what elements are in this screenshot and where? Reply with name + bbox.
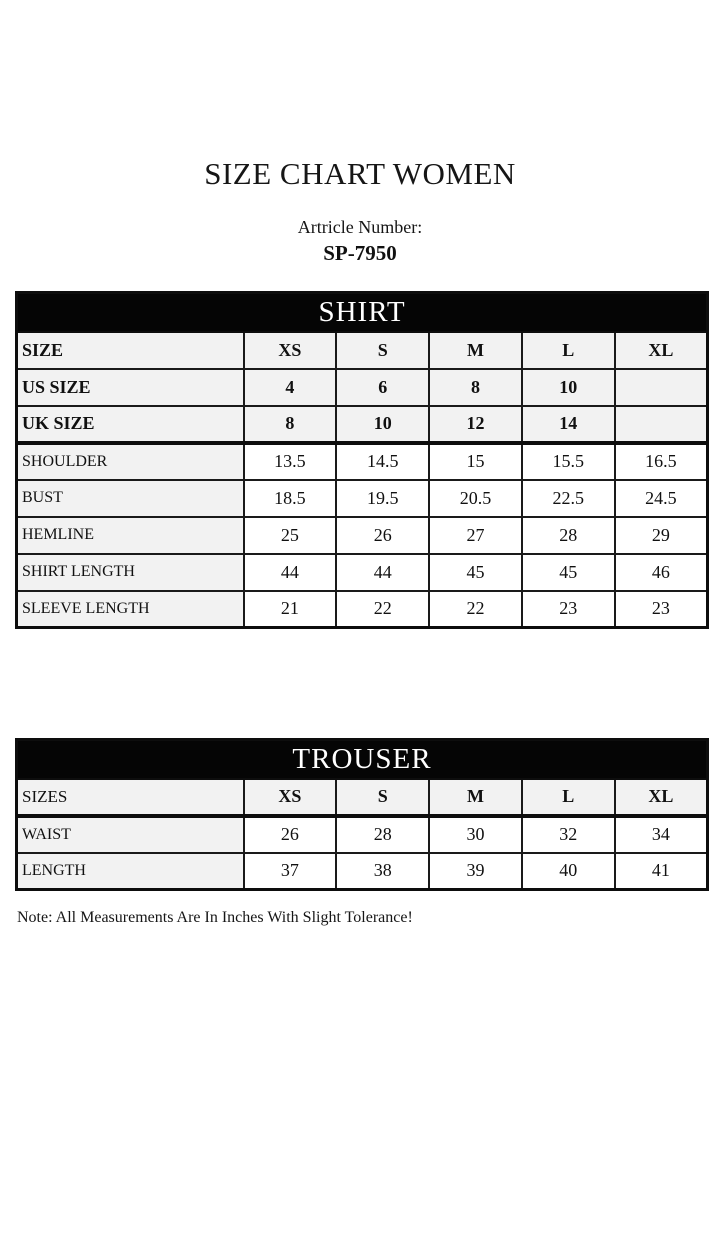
row-label: HEMLINE bbox=[17, 517, 244, 554]
cell: 45 bbox=[429, 554, 522, 591]
table-row-hemline bbox=[17, 517, 708, 554]
cell: 22 bbox=[336, 591, 429, 628]
row-label: UK SIZE bbox=[17, 406, 244, 443]
cell: 45 bbox=[522, 554, 615, 591]
shirt-col-header-xs: XS bbox=[244, 332, 337, 369]
trouser-table bbox=[15, 738, 709, 891]
row-label: SHOULDER bbox=[17, 443, 244, 480]
cell: 28 bbox=[522, 517, 615, 554]
trouser-col-header-xs: XS bbox=[244, 779, 337, 816]
cell: 21 bbox=[244, 591, 337, 628]
cell: 25 bbox=[244, 517, 337, 554]
shirt-table-title-row bbox=[17, 293, 708, 332]
row-label: WAIST bbox=[17, 816, 244, 853]
cell: 34 bbox=[615, 816, 708, 853]
cell: 23 bbox=[615, 591, 708, 628]
note-text: Note: All Measurements Are In Inches With Slight Tolerance! bbox=[17, 909, 413, 926]
cell: 22 bbox=[429, 591, 522, 628]
cell: 10 bbox=[522, 369, 615, 406]
trouser-col-header-xl: XL bbox=[615, 779, 708, 816]
cell: 27 bbox=[429, 517, 522, 554]
trouser-col-header-sizes: SIZES bbox=[17, 779, 244, 816]
cell: 46 bbox=[615, 554, 708, 591]
cell: 8 bbox=[429, 369, 522, 406]
cell: 29 bbox=[615, 517, 708, 554]
size-chart-document bbox=[0, 156, 720, 1236]
trouser-table-title-row bbox=[17, 740, 708, 779]
cell-empty bbox=[615, 406, 708, 443]
cell: 14.5 bbox=[336, 443, 429, 480]
row-label: SLEEVE LENGTH bbox=[17, 591, 244, 628]
shirt-col-header-l: L bbox=[522, 332, 615, 369]
shirt-size-header-row bbox=[17, 332, 708, 369]
trouser-col-header-s: S bbox=[336, 779, 429, 816]
table-row-us-size bbox=[17, 369, 708, 406]
cell: 8 bbox=[244, 406, 337, 443]
cell: 30 bbox=[429, 816, 522, 853]
trouser-table-title: TROUSER bbox=[17, 740, 708, 779]
cell: 26 bbox=[336, 517, 429, 554]
cell: 16.5 bbox=[615, 443, 708, 480]
cell: 23 bbox=[522, 591, 615, 628]
cell: 26 bbox=[244, 816, 337, 853]
cell: 41 bbox=[615, 853, 708, 890]
table-row-sleeve-length bbox=[17, 591, 708, 628]
cell: 22.5 bbox=[522, 480, 615, 517]
article-number: SP-7950 bbox=[323, 241, 397, 265]
cell: 15 bbox=[429, 443, 522, 480]
cell: 13.5 bbox=[244, 443, 337, 480]
cell: 28 bbox=[336, 816, 429, 853]
row-label: SHIRT LENGTH bbox=[17, 554, 244, 591]
cell: 40 bbox=[522, 853, 615, 890]
cell: 39 bbox=[429, 853, 522, 890]
cell: 44 bbox=[336, 554, 429, 591]
cell-empty bbox=[615, 369, 708, 406]
cell: 4 bbox=[244, 369, 337, 406]
table-row-bust bbox=[17, 480, 708, 517]
table-row-shoulder bbox=[17, 443, 708, 480]
shirt-col-header-m: M bbox=[429, 332, 522, 369]
shirt-col-header-s: S bbox=[336, 332, 429, 369]
cell: 44 bbox=[244, 554, 337, 591]
cell: 37 bbox=[244, 853, 337, 890]
cell: 6 bbox=[336, 369, 429, 406]
table-row-length bbox=[17, 853, 708, 890]
table-row-uk-size bbox=[17, 406, 708, 443]
cell: 18.5 bbox=[244, 480, 337, 517]
trouser-col-header-m: M bbox=[429, 779, 522, 816]
cell: 19.5 bbox=[336, 480, 429, 517]
cell: 24.5 bbox=[615, 480, 708, 517]
cell: 32 bbox=[522, 816, 615, 853]
row-label: US SIZE bbox=[17, 369, 244, 406]
article-number-label: Artricle Number: bbox=[297, 217, 423, 237]
cell: 20.5 bbox=[429, 480, 522, 517]
page-title: SIZE CHART WOMEN bbox=[204, 156, 516, 191]
table-row-waist bbox=[17, 816, 708, 853]
row-label: BUST bbox=[17, 480, 244, 517]
trouser-col-header-l: L bbox=[522, 779, 615, 816]
cell: 38 bbox=[336, 853, 429, 890]
shirt-table bbox=[15, 291, 709, 629]
table-row-shirt-length bbox=[17, 554, 708, 591]
shirt-table-title: SHIRT bbox=[17, 293, 708, 332]
cell: 12 bbox=[429, 406, 522, 443]
cell: 10 bbox=[336, 406, 429, 443]
cell: 14 bbox=[522, 406, 615, 443]
trouser-size-header-row bbox=[17, 779, 708, 816]
shirt-col-header-xl: XL bbox=[615, 332, 708, 369]
cell: 15.5 bbox=[522, 443, 615, 480]
row-label: LENGTH bbox=[17, 853, 244, 890]
shirt-col-header-size: SIZE bbox=[17, 332, 244, 369]
